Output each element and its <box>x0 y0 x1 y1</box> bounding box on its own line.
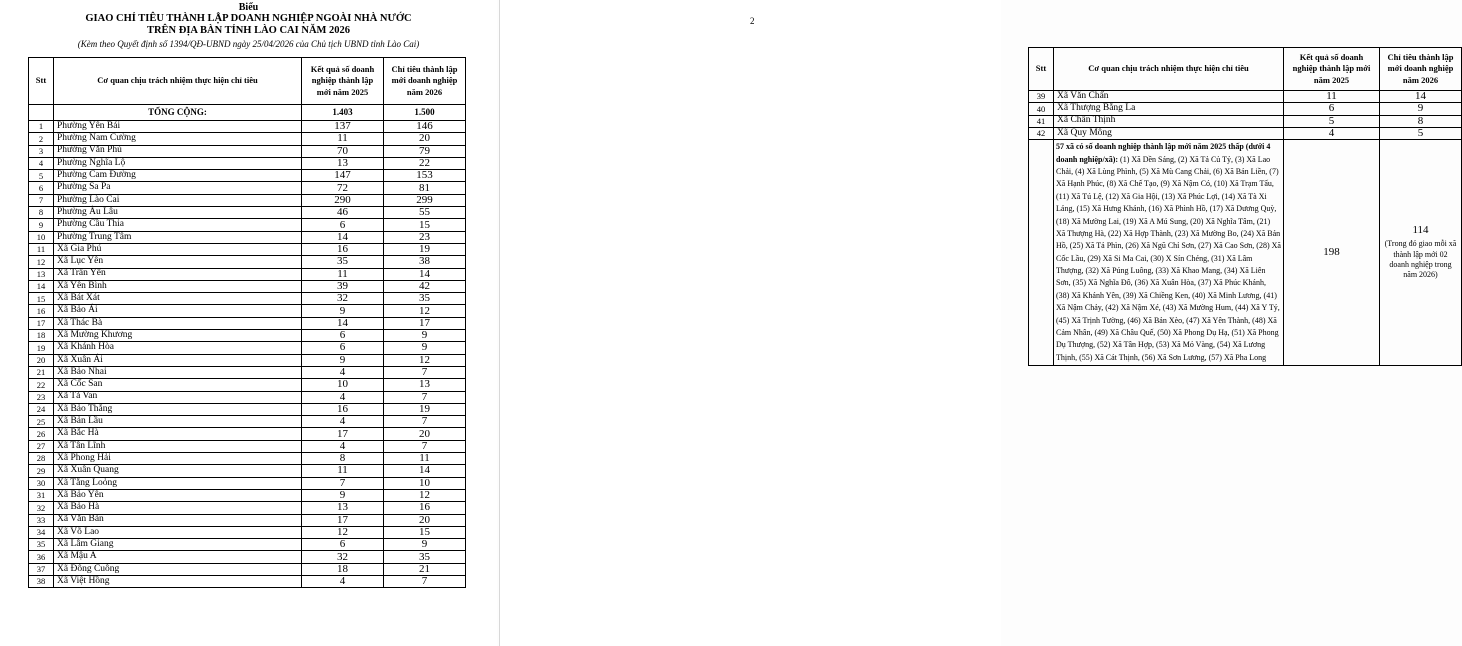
row-target-2026: 9 <box>1380 103 1462 115</box>
table-row <box>29 416 466 428</box>
row-target-2026: 19 <box>384 403 466 415</box>
row-target-2026: 15 <box>384 219 466 231</box>
table-row <box>29 243 466 255</box>
row-target-2026: 15 <box>384 526 466 538</box>
row-result-2025: 17 <box>302 428 384 440</box>
row-result-2025: 32 <box>302 551 384 563</box>
row-target-2026: 146 <box>384 121 466 133</box>
row-result-2025: 6 <box>302 219 384 231</box>
table-row <box>29 502 466 514</box>
table-row <box>29 280 466 292</box>
row-unit-name: Phường Sa Pa <box>54 182 302 194</box>
table-row <box>29 170 466 182</box>
table-row <box>29 305 466 317</box>
row-stt: 19 <box>29 342 54 354</box>
row-target-2026: 42 <box>384 280 466 292</box>
row-result-2025: 4 <box>302 440 384 452</box>
table-row <box>29 403 466 415</box>
row-target-2026: 35 <box>384 551 466 563</box>
row-stt: 13 <box>29 268 54 280</box>
row-target-2026: 20 <box>384 428 466 440</box>
row-unit-name: Xã Lâm Giang <box>54 539 302 551</box>
row-result-2025: 70 <box>302 145 384 157</box>
row-target-2026: 14 <box>384 465 466 477</box>
row-result-2025: 18 <box>302 563 384 575</box>
row-stt: 32 <box>29 502 54 514</box>
row-stt: 5 <box>29 170 54 182</box>
table-row <box>29 575 466 587</box>
row-stt: 35 <box>29 539 54 551</box>
document-subtitle: (Kèm theo Quyết định số 1394/QĐ-UBND ngày 25/04/2026 của Chủ tịch UBND tỉnh Lào Cai) <box>77 39 420 49</box>
row-unit-name: Phường Yên Bái <box>54 121 302 133</box>
document-title-line2: TRÊN ĐỊA BÀN TỈNH LÀO CAI NĂM 2026 <box>146 25 351 36</box>
row-unit-name: Xã Tân Lĩnh <box>54 440 302 452</box>
table-row <box>29 440 466 452</box>
row-stt: 20 <box>29 354 54 366</box>
row-unit-name: Xã Mường Khương <box>54 330 302 342</box>
row-unit-name: Xã Bát Xát <box>54 293 302 305</box>
row-stt: 28 <box>29 453 54 465</box>
row-stt: 6 <box>29 182 54 194</box>
row-unit-name: Xã Lục Yên <box>54 256 302 268</box>
row-unit-name: Xã Bảo Nhai <box>54 366 302 378</box>
row-stt: 2 <box>29 133 54 145</box>
row-stt: 26 <box>29 428 54 440</box>
row-unit-name: Xã Yên Bình <box>54 280 302 292</box>
row-target-2026: 81 <box>384 182 466 194</box>
row-target-2026: 20 <box>384 514 466 526</box>
row-target-2026: 10 <box>384 477 466 489</box>
row-result-2025: 17 <box>302 514 384 526</box>
row-result-2025: 4 <box>302 416 384 428</box>
row-result-2025: 147 <box>302 170 384 182</box>
row-unit-name: Xã Bảo Ái <box>54 305 302 317</box>
row-target-2026: 7 <box>384 575 466 587</box>
row-stt: 4 <box>29 157 54 169</box>
row-unit-name: Phường Lào Cai <box>54 194 302 206</box>
low-commune-heading: 57 xã có số doanh nghiệp thành lập mới năm 2025 thấp (dưới 4 doanh nghiệp/xã): <box>1056 142 1271 164</box>
row-unit-name: Xã Bảo Thắng <box>54 403 302 415</box>
row-target-2026: 9 <box>384 539 466 551</box>
row-result-2025: 4 <box>1284 127 1380 139</box>
document-title-line1: GIAO CHỈ TIÊU THÀNH LẬP DOANH NGHIỆP NGOÀI NHÀ NƯỚC <box>85 13 412 24</box>
row-unit-name: Xã Bắc Hà <box>54 428 302 440</box>
column-header-target-2026: Chỉ tiêu thành lập mới doanh nghiệp năm 2026 <box>384 58 466 105</box>
row-result-2025: 35 <box>302 256 384 268</box>
row-stt: 34 <box>29 526 54 538</box>
table-row <box>29 207 466 219</box>
row-target-2026: 8 <box>1380 115 1462 127</box>
row-result-2025: 32 <box>302 293 384 305</box>
low-commune-group-row <box>1029 140 1462 366</box>
row-result-2025: 7 <box>302 477 384 489</box>
row-stt: 22 <box>29 379 54 391</box>
row-unit-name: Xã Tằng Loỏng <box>54 477 302 489</box>
row-result-2025: 9 <box>302 305 384 317</box>
table-row <box>29 121 466 133</box>
row-unit-name: Xã Xuân Ái <box>54 354 302 366</box>
row-stt: 15 <box>29 293 54 305</box>
row-stt: 30 <box>29 477 54 489</box>
column-header-unit: Cơ quan chịu trách nhiệm thực hiện chỉ tiêu <box>54 58 302 105</box>
table-row <box>1029 91 1462 103</box>
row-target-2026: 7 <box>384 416 466 428</box>
table-row <box>29 489 466 501</box>
row-unit-name: Xã Cốc San <box>54 379 302 391</box>
table-row <box>1029 127 1462 139</box>
row-unit-name: Phường Văn Phú <box>54 145 302 157</box>
table-row <box>29 219 466 231</box>
row-stt: 39 <box>1029 91 1054 103</box>
total-row <box>29 105 466 121</box>
row-target-2026: 55 <box>384 207 466 219</box>
row-target-2026: 14 <box>1380 91 1462 103</box>
row-target-2026: 16 <box>384 502 466 514</box>
row-stt: 10 <box>29 231 54 243</box>
column-header-stt: Stt <box>29 58 54 105</box>
table-row <box>1029 103 1462 115</box>
page-1 <box>0 0 497 646</box>
row-stt: 7 <box>29 194 54 206</box>
row-unit-name: Xã Bảo Hà <box>54 502 302 514</box>
row-target-2026: 7 <box>384 391 466 403</box>
row-result-2025: 11 <box>302 465 384 477</box>
row-target-2026: 12 <box>384 489 466 501</box>
row-result-2025: 6 <box>1284 103 1380 115</box>
total-target-2026: 1.500 <box>384 105 466 121</box>
row-unit-name: Xã Thác Bà <box>54 317 302 329</box>
row-unit-name: Xã Quy Mông <box>1054 127 1284 139</box>
table-row <box>1029 115 1462 127</box>
column-header-result-2025: Kết quả số doanh nghiệp thành lập mới năm 2025 <box>302 58 384 105</box>
row-unit-name: Xã Phong Hải <box>54 453 302 465</box>
group-target-2026 <box>1380 140 1462 366</box>
row-stt: 40 <box>1029 103 1054 115</box>
row-result-2025: 6 <box>302 539 384 551</box>
row-target-2026: 7 <box>384 440 466 452</box>
row-unit-name: Xã Đông Cuông <box>54 563 302 575</box>
row-result-2025: 11 <box>1284 91 1380 103</box>
table-row <box>29 231 466 243</box>
row-stt: 41 <box>1029 115 1054 127</box>
row-result-2025: 14 <box>302 317 384 329</box>
table-row <box>29 268 466 280</box>
table-row <box>29 293 466 305</box>
row-stt: 38 <box>29 575 54 587</box>
low-commune-names: (1) Xã Dền Sáng, (2) Xã Tả Củ Tỷ, (3) Xã Lao Chải, (4) Xã Lùng Phình, (5) Xã Mù Cang Chải, (6) Xã Bản Liền, (7) Xã Hạnh Phúc, (8) Xã Chế Tạo, (9) Xã Nậm Có, (10) Xã Trạm Tấu, (11) Xã Tú Lệ, (12) Xã Gia Hội, (13) Xã Phúc Lợi, (14) Xã Tà Xi Láng, (15) Xã Hưng Khánh, (16) Xã Phình Hồ, (17) Xã Dương Quỳ, (18) Xã Mường Lai, (19) Xã A Mú Sung, (20) Xã Nghĩa Tâm, (21) Xã Thượng Hà, (22) Xã Hợp Thành, (23) Xã Mường Bo, (24) Xã Bản Hồ, (25) Xã Tả Phìn, (26) Xã Ngũ Chỉ Sơn, (27) Xã Cao Sơn, (28) Xã Cốc Lầu, (29) Xã Si Ma Cai, (30) X Sín Chéng, (31) Xã Lâm Thượng, (32) Xã Púng Luông, (33) Xã Khao Mang, (34) Xã Liên Sơn, (35) Xã Nghĩa Đô, (36) Xã Xuân Hòa, (37) Xã Phúc Khánh, (38) Xã Khánh Yên, (39) Xã Chiềng Ken, (40) Xã Minh Lương, (41) Xã Nậm Chảy, (42) Xã Nậm Xé, (43) Xã Mường Hum, (44) Xã Y Tý, (45) Xã Trịnh Tường, (46) Xã Bản Xèo, (47) Xã Yên Thành, (48) Xã Cảm Nhân, (49) Xã Châu Quế, (50) Xã Phong Dụ Hạ, (51) Xã Phong Dụ Thượng, (52) Xã Tân Hợp, (53) Xã Mỏ Vàng, (54) Xã Lương Thịnh, (55) Xã Cát Thịnh, (56) Xã Sơn Lương, (57) Xã Pha Long <box>1056 154 1281 362</box>
table-row <box>29 157 466 169</box>
row-stt: 21 <box>29 366 54 378</box>
row-unit-name: Phường Trung Tâm <box>54 231 302 243</box>
row-target-2026: 7 <box>384 366 466 378</box>
table-header-row <box>1029 48 1462 91</box>
group-target-value: 114 <box>1412 223 1429 236</box>
table-row <box>29 477 466 489</box>
row-result-2025: 72 <box>302 182 384 194</box>
row-target-2026: 23 <box>384 231 466 243</box>
targets-table-page2 <box>1028 47 1462 366</box>
row-stt: 1 <box>29 121 54 133</box>
row-result-2025: 12 <box>302 526 384 538</box>
table-row <box>29 391 466 403</box>
row-unit-name: Xã Thượng Bằng La <box>1054 103 1284 115</box>
row-result-2025: 6 <box>302 330 384 342</box>
row-result-2025: 137 <box>302 121 384 133</box>
row-target-2026: 12 <box>384 305 466 317</box>
row-result-2025: 8 <box>302 453 384 465</box>
row-result-2025: 16 <box>302 243 384 255</box>
row-target-2026: 13 <box>384 379 466 391</box>
table-row <box>29 354 466 366</box>
table-row <box>29 539 466 551</box>
total-label: TỔNG CỘNG: <box>54 105 302 121</box>
row-target-2026: 153 <box>384 170 466 182</box>
row-target-2026: 9 <box>384 330 466 342</box>
row-unit-name: Xã Việt Hồng <box>54 575 302 587</box>
table-row <box>29 514 466 526</box>
page-number: 2 <box>750 16 755 26</box>
column-header-stt: Stt <box>1029 48 1054 91</box>
table-row <box>29 256 466 268</box>
table-row <box>29 342 466 354</box>
row-target-2026: 17 <box>384 317 466 329</box>
table-row <box>29 428 466 440</box>
page-2 <box>499 0 1457 646</box>
row-unit-name: Phường Nghĩa Lộ <box>54 157 302 169</box>
table-row <box>29 330 466 342</box>
row-unit-name: Phường Cam Đường <box>54 170 302 182</box>
row-result-2025: 4 <box>302 575 384 587</box>
row-result-2025: 39 <box>302 280 384 292</box>
row-stt: 36 <box>29 551 54 563</box>
row-result-2025: 16 <box>302 403 384 415</box>
row-stt: 18 <box>29 330 54 342</box>
row-unit-name: Xã Xuân Quang <box>54 465 302 477</box>
row-target-2026: 21 <box>384 563 466 575</box>
row-stt: 11 <box>29 243 54 255</box>
row-result-2025: 13 <box>302 502 384 514</box>
row-stt: 9 <box>29 219 54 231</box>
column-header-target-2026: Chỉ tiêu thành lập mới doanh nghiệp năm 2026 <box>1380 48 1462 91</box>
row-unit-name: Xã Văn Bàn <box>54 514 302 526</box>
row-result-2025: 46 <box>302 207 384 219</box>
row-unit-name: Phường Cầu Thia <box>54 219 302 231</box>
table-row <box>29 453 466 465</box>
row-result-2025: 4 <box>302 391 384 403</box>
form-label: Biểu <box>238 2 259 13</box>
row-unit-name: Xã Khánh Hòa <box>54 342 302 354</box>
row-stt: 3 <box>29 145 54 157</box>
low-commune-list <box>1054 140 1284 366</box>
table-row <box>29 551 466 563</box>
row-target-2026: 12 <box>384 354 466 366</box>
row-result-2025: 9 <box>302 354 384 366</box>
row-target-2026: 299 <box>384 194 466 206</box>
row-unit-name: Phường Nam Cường <box>54 133 302 145</box>
row-unit-name: Xã Bảo Yên <box>54 489 302 501</box>
table-row <box>29 465 466 477</box>
table-row <box>29 526 466 538</box>
row-target-2026: 19 <box>384 243 466 255</box>
row-stt: 29 <box>29 465 54 477</box>
row-stt: 27 <box>29 440 54 452</box>
table-row <box>29 379 466 391</box>
row-result-2025: 4 <box>302 366 384 378</box>
total-result-2025: 1.403 <box>302 105 384 121</box>
row-stt: 33 <box>29 514 54 526</box>
row-unit-name: Phường Âu Lâu <box>54 207 302 219</box>
row-unit-name: Xã Tả Van <box>54 391 302 403</box>
row-stt: 24 <box>29 403 54 415</box>
row-unit-name: Xã Gia Phú <box>54 243 302 255</box>
row-stt: 12 <box>29 256 54 268</box>
row-stt: 17 <box>29 317 54 329</box>
table-row <box>29 182 466 194</box>
table-row <box>29 133 466 145</box>
row-target-2026: 38 <box>384 256 466 268</box>
row-result-2025: 6 <box>302 342 384 354</box>
row-result-2025: 5 <box>1284 115 1380 127</box>
row-stt: 8 <box>29 207 54 219</box>
row-result-2025: 11 <box>302 133 384 145</box>
row-target-2026: 20 <box>384 133 466 145</box>
row-stt: 16 <box>29 305 54 317</box>
row-unit-name: Xã Mậu A <box>54 551 302 563</box>
row-target-2026: 11 <box>384 453 466 465</box>
row-result-2025: 9 <box>302 489 384 501</box>
row-result-2025: 290 <box>302 194 384 206</box>
group-target-note: (Trong đó giao mỗi xã thành lập mới 02 doanh nghiệp trong năm 2026) <box>1384 239 1457 280</box>
row-target-2026: 22 <box>384 157 466 169</box>
row-stt: 31 <box>29 489 54 501</box>
row-stt: 25 <box>29 416 54 428</box>
row-target-2026: 14 <box>384 268 466 280</box>
column-header-result-2025: Kết quả số doanh nghiệp thành lập mới năm 2025 <box>1284 48 1380 91</box>
row-result-2025: 14 <box>302 231 384 243</box>
row-unit-name: Xã Trấn Yên <box>54 268 302 280</box>
row-stt: 42 <box>1029 127 1054 139</box>
row-target-2026: 9 <box>384 342 466 354</box>
table-row <box>29 366 466 378</box>
row-stt: 14 <box>29 280 54 292</box>
row-result-2025: 13 <box>302 157 384 169</box>
row-target-2026: 79 <box>384 145 466 157</box>
table-header-row <box>29 58 466 105</box>
row-target-2026: 5 <box>1380 127 1462 139</box>
row-stt: 37 <box>29 563 54 575</box>
table-row <box>29 145 466 157</box>
column-header-unit: Cơ quan chịu trách nhiệm thực hiện chỉ tiêu <box>1054 48 1284 91</box>
targets-table-page1 <box>28 57 466 588</box>
row-result-2025: 11 <box>302 268 384 280</box>
row-result-2025: 10 <box>302 379 384 391</box>
row-target-2026: 35 <box>384 293 466 305</box>
table-row <box>29 194 466 206</box>
table-row <box>29 317 466 329</box>
row-unit-name: Xã Văn Chấn <box>1054 91 1284 103</box>
table-row <box>29 563 466 575</box>
group-result-2025: 198 <box>1284 140 1380 366</box>
row-unit-name: Xã Bản Lầu <box>54 416 302 428</box>
row-unit-name: Xã Võ Lao <box>54 526 302 538</box>
row-stt: 23 <box>29 391 54 403</box>
row-unit-name: Xã Chấn Thịnh <box>1054 115 1284 127</box>
